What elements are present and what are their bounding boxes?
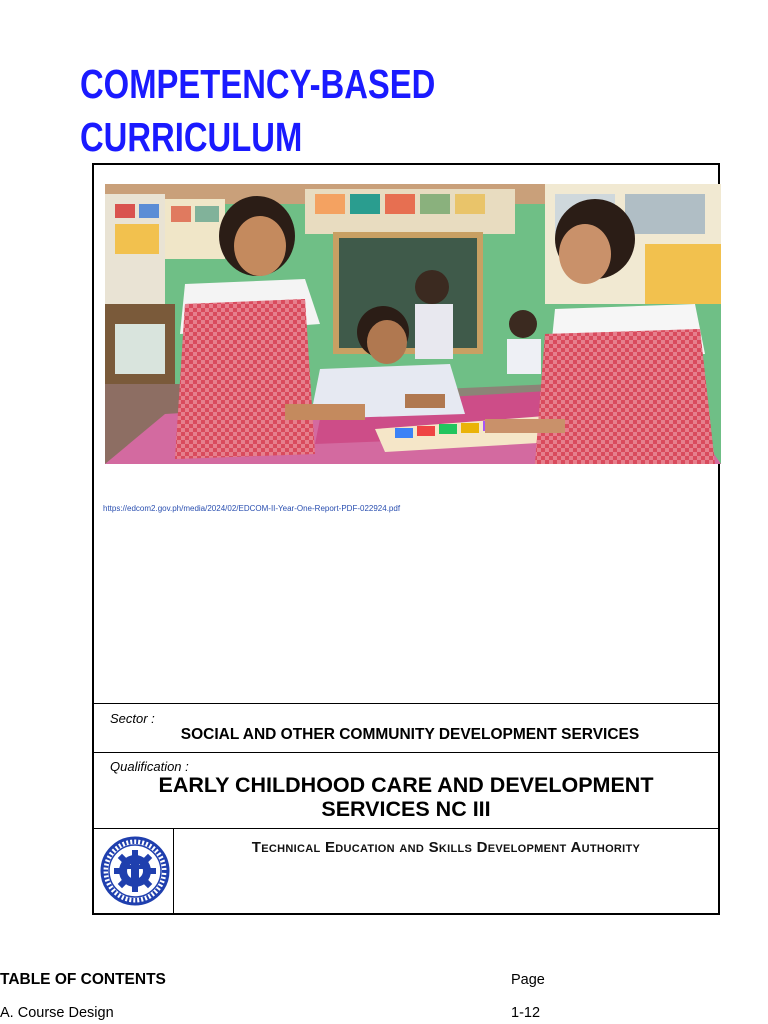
agency-name: Technical Education and Skills Development Authority (251, 839, 641, 856)
sector-value: SOCIAL AND OTHER COMMUNITY DEVELOPMENT SERVICES (180, 726, 640, 743)
image-source-link[interactable]: https://edcom2.gov.ph/media/2024/02/EDCOM-II-Year-One-Report-PDF-022924.pdf (103, 504, 401, 513)
logo-cell (94, 829, 174, 915)
toc-entry-label[interactable]: A. Course Design (0, 1005, 114, 1021)
toc-heading: TABLE OF CONTENTS (0, 971, 166, 988)
agency-row (94, 828, 718, 915)
title-line-1: COMPETENCY-BASED (80, 61, 436, 107)
tesda-seal-icon (100, 836, 170, 906)
qualification-value: EARLY CHILDHOOD CARE AND DEVELOPMENT SERVICES NC III (158, 773, 654, 821)
qualification-row (94, 752, 718, 829)
document-title (80, 58, 435, 164)
sector-row (94, 703, 718, 752)
qualification-label: Qualification : (110, 759, 189, 774)
cover-photo (105, 184, 721, 464)
toc-entry-page: 1-12 (511, 1005, 541, 1021)
classroom-photo-image (105, 184, 721, 464)
cover-frame (92, 163, 720, 915)
toc-page-heading: Page (511, 972, 545, 988)
title-line-2: CURRICULUM (80, 114, 303, 160)
sector-label: Sector : (110, 711, 155, 726)
